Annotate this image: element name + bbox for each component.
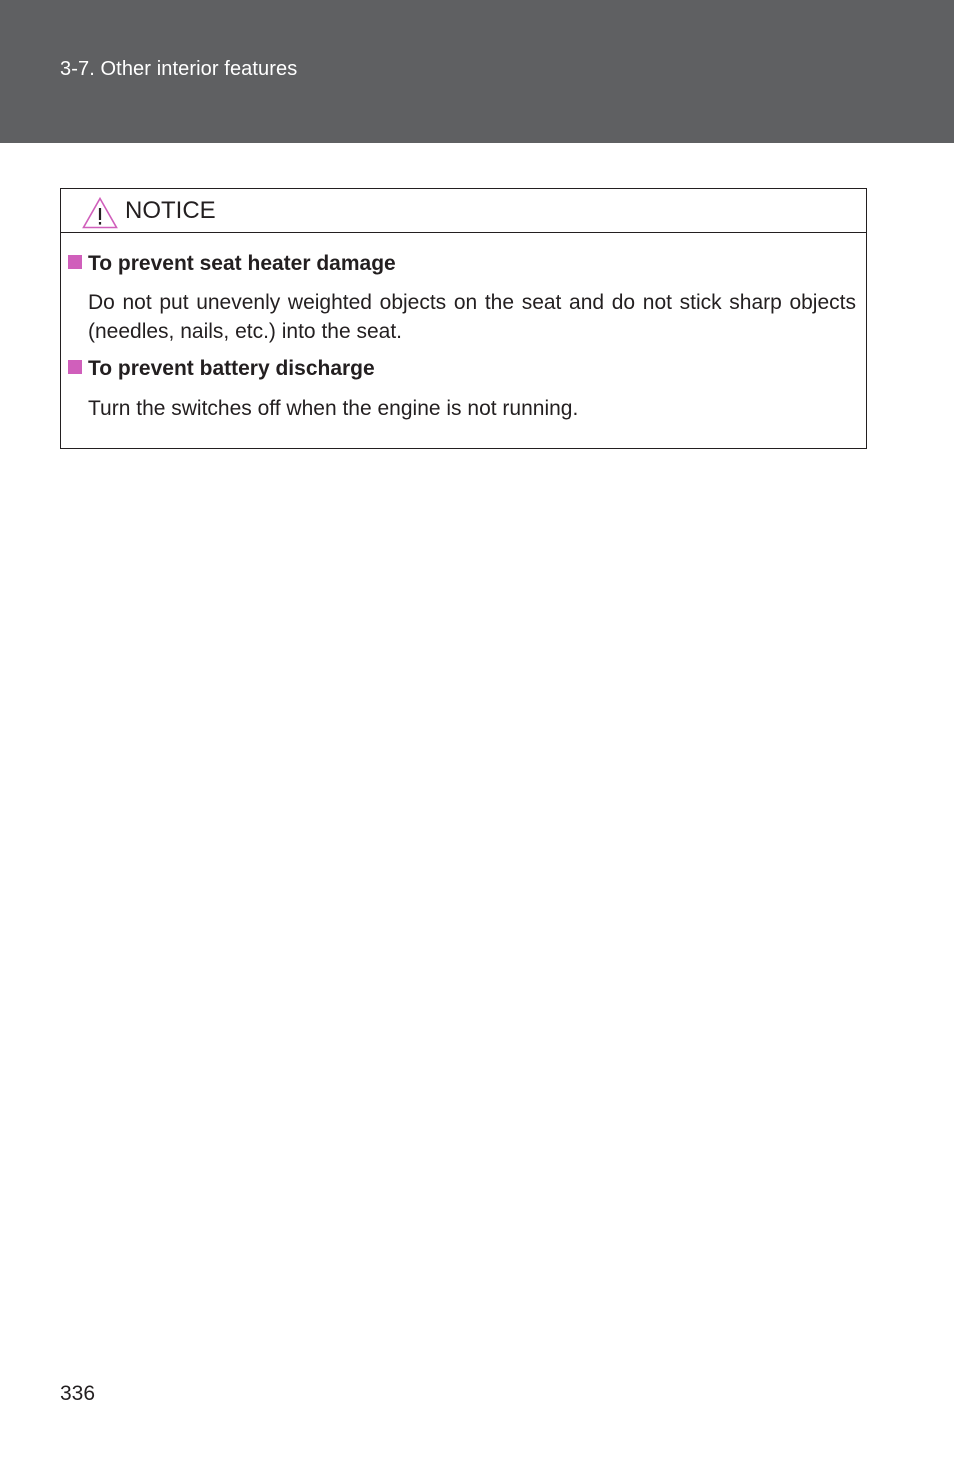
square-bullet-icon — [68, 360, 82, 374]
item-heading — [68, 252, 396, 276]
section-title: 3-7. Other interior features — [60, 58, 298, 80]
item-text: Do not put unevenly weighted objects on the seat and do not stick sharp objects (needles, nails, etc.) into the seat. — [88, 291, 856, 343]
notice-header — [61, 189, 866, 233]
header-band — [0, 0, 954, 143]
item-heading-text: To prevent seat heater damage — [88, 252, 396, 275]
item-heading — [68, 357, 375, 381]
item-heading-text: To prevent battery discharge — [88, 357, 375, 380]
page-number: 336 — [60, 1382, 96, 1405]
square-bullet-icon — [68, 255, 82, 269]
item-text: Turn the switches off when the engine is not running. — [88, 397, 579, 420]
notice-box — [60, 188, 867, 449]
notice-title: NOTICE — [125, 197, 216, 224]
warning-triangle-icon — [82, 197, 118, 229]
